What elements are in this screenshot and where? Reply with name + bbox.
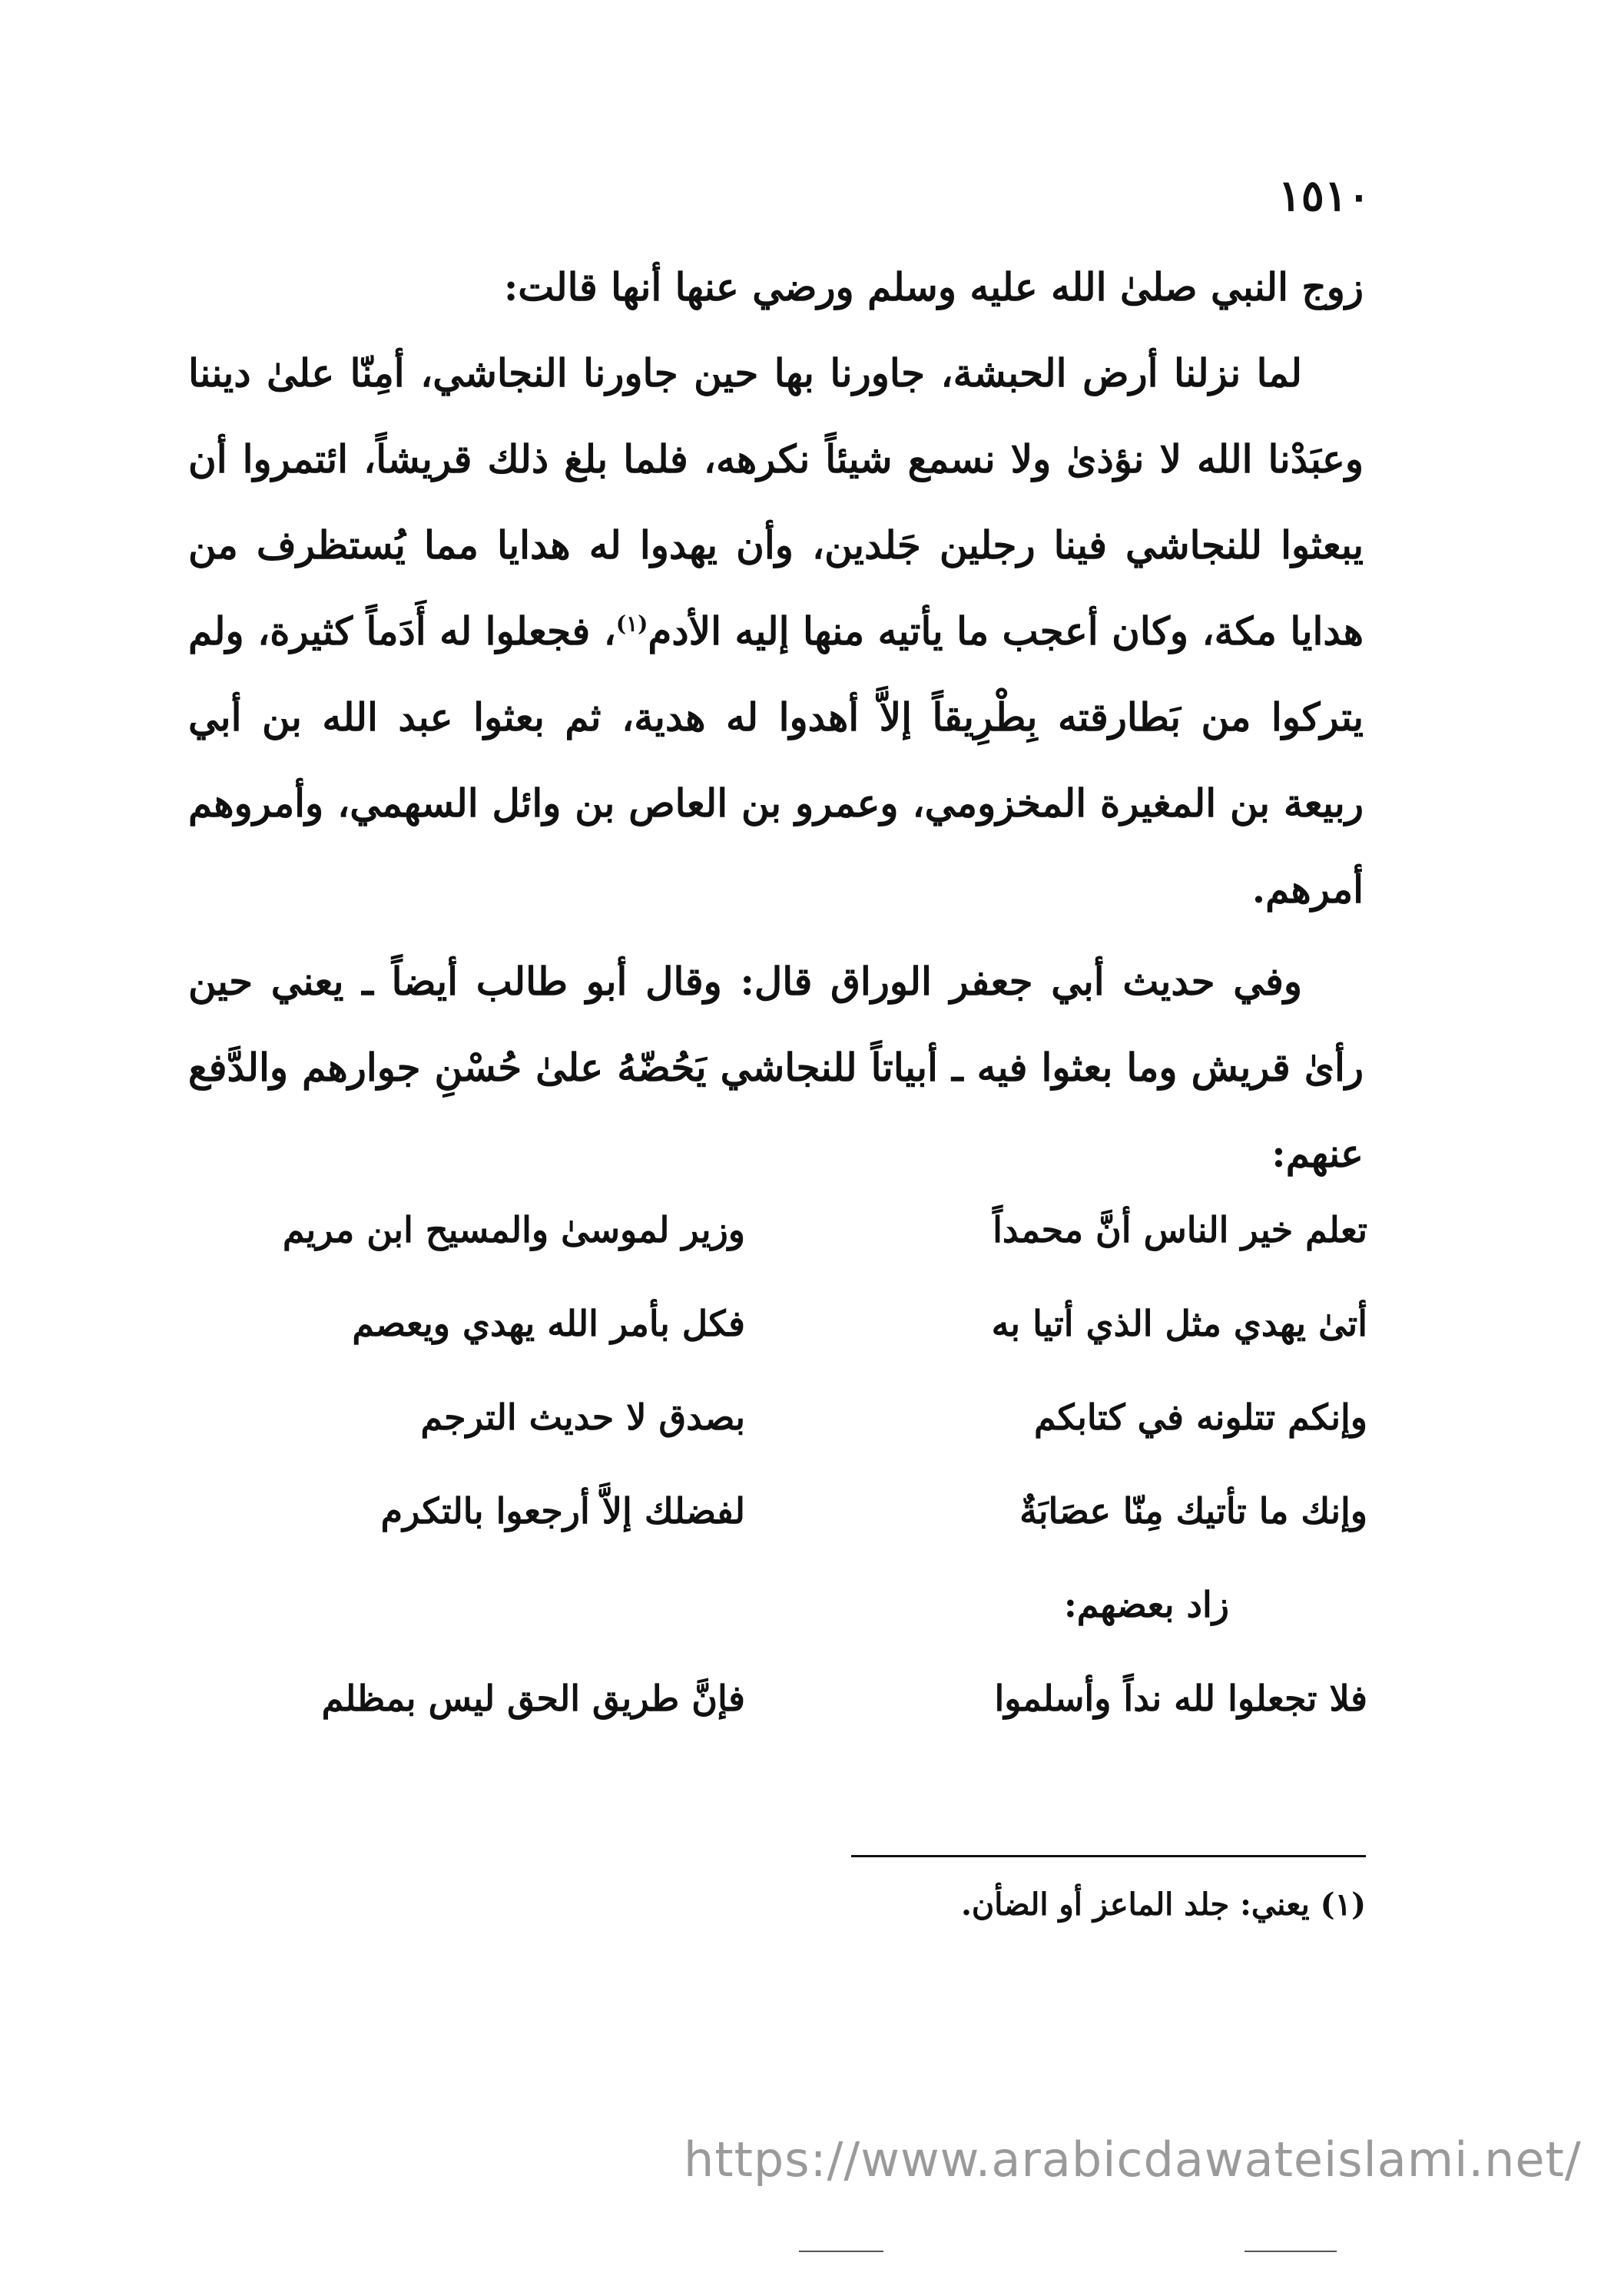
footnote-reference: (١) (615, 611, 648, 637)
verse-second-hemistich: وزير لموسىٰ والمسيح ابن مريم (282, 1209, 745, 1250)
verse-second-hemistich: لفضلك إلاَّ أرجعوا بالتكرم (380, 1490, 745, 1532)
verse-first-hemistich: فلا تجعلوا لله نداً وأسلموا (994, 1678, 1367, 1719)
scan-edge-mark (799, 2251, 883, 2252)
watermark-url: https://www.arabicdawateislami.net/ (684, 2132, 1582, 2188)
poem-verse (207, 1183, 1367, 1277)
poem-verse (207, 1370, 1367, 1464)
verse-first-hemistich: تعلم خير الناس أنَّ محمداً (993, 1209, 1367, 1250)
verse-second-hemistich: فكل بأمر الله يهدي ويعصم (352, 1303, 745, 1344)
poem-addition-note: زاد بعضهم: (1063, 1584, 1229, 1625)
scan-edge-mark (1245, 2251, 1337, 2252)
main-text (188, 244, 1364, 1197)
paragraph-abu-jafar: وفي حديث أبي جعفر الوراق قال: وقال أبو طالب أيضاً ـ يعني حين رأىٰ قريش وما بعثوا فيه ـ أبياتاً للنجاشي يَحُضّهُ علىٰ حُسْنِ جوارهم والدَّفع عنهم: (188, 959, 1364, 1176)
poem-verse (207, 1464, 1367, 1558)
verse-first-hemistich: أتىٰ يهدي مثل الذي أتيا به (991, 1303, 1367, 1344)
poem (207, 1183, 1367, 1745)
verse-second-hemistich: بصدق لا حديث الترجم (420, 1396, 745, 1438)
verse-second-hemistich: فإنَّ طريق الحق ليس بمظلم (321, 1678, 745, 1719)
verse-first-hemistich: وإنكم تتلونه في كتابكم (1034, 1396, 1367, 1438)
paragraph-narration-part-2: ، فجعلوا له أَدَماً كثيرة، ولم يتركوا من بَطارقته بِطْرِيقاً إلاَّ أهدوا له هدية، ثم بعثوا عبد الله بن أبي ربيعة بن المغيرة المخزومي، وعمرو بن العاص بن وائل السهمي، وأمروهم أمرهم. (188, 608, 1364, 912)
poem-verse (207, 1277, 1367, 1370)
footnote: (١) يعني: جلد الماعز أو الضأن. (960, 1886, 1366, 1923)
poem-extra-verse (207, 1651, 1367, 1745)
paragraph-narration (188, 330, 1364, 932)
paragraph-narration-part-1: لما نزلنا أرض الحبشة، جاورنا بها حين جاورنا النجاشي، أمِنّا علىٰ ديننا وعبَدْنا الله لا نؤذىٰ ولا نسمع شيئاً نكرهه، فلما بلغ ذلك قريشاً، ائتمروا أن يبعثوا للنجاشي فينا رجلين جَلدين، وأن يهدوا له هدايا مما يُستظرف من هدايا مكة، وكان أعجب ما يأتيه منها إليه الأدم (188, 350, 1364, 654)
paragraph-intro: زوج النبي صلىٰ الله عليه وسلم ورضي عنها أنها قالت: (503, 264, 1364, 310)
verse-first-hemistich: وإنك ما تأتيك مِنّا عصَابَةٌ (1019, 1490, 1367, 1532)
page-number: ١٥١٠ (1278, 171, 1370, 221)
footnote-divider (851, 1855, 1366, 1857)
